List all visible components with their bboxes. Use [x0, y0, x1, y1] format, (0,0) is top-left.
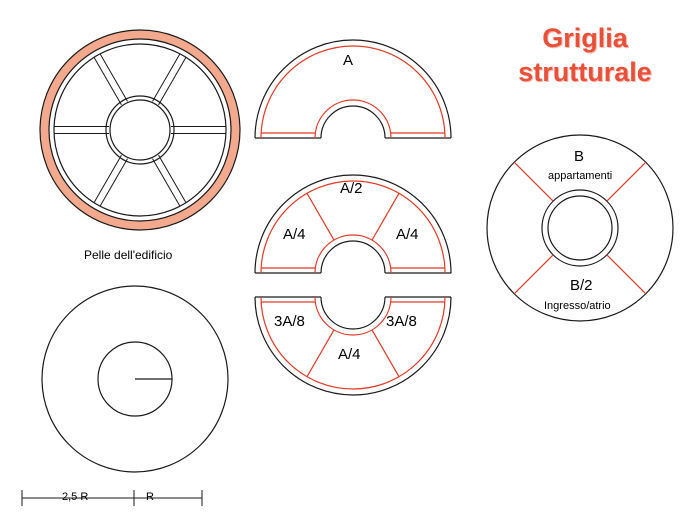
divider-upper-right — [607, 162, 646, 201]
title-line-1: Griglia — [542, 23, 628, 53]
divider-right — [372, 193, 399, 240]
figure-segment-a — [248, 20, 458, 145]
figure-radius-plan — [30, 282, 250, 482]
divider-lower-right — [607, 255, 646, 294]
label-three-a-eighths-right: 3A/8 — [386, 313, 417, 330]
label-a-half: A/2 — [340, 180, 363, 197]
figure-segment-halves — [248, 155, 458, 280]
title-line-2: strutturale — [518, 56, 652, 87]
label-a-quarter-right: A/4 — [396, 226, 419, 243]
divider-left — [307, 193, 334, 240]
label-b-half: B/2 — [570, 277, 593, 294]
label-three-a-eighths-left: 3A/8 — [274, 313, 305, 330]
divider-lower-left — [514, 255, 553, 294]
caption-building-skin: Pelle dell'edificio — [84, 248, 173, 262]
label-entrance: Ingresso/atrio — [544, 300, 611, 312]
dimension-label-left: 2,5 R — [62, 491, 89, 503]
label-segment-a: A — [343, 52, 354, 69]
divider-right — [372, 330, 399, 377]
label-b: B — [574, 148, 585, 165]
dimension-line — [12, 484, 212, 514]
label-a-quarter-left: A/4 — [283, 226, 306, 243]
core-circle-outer — [106, 96, 174, 164]
label-a-quarter-bottom: A/4 — [338, 346, 361, 363]
circle-b-core-inner — [548, 196, 612, 260]
divider-left — [307, 330, 334, 377]
segment-a-inner-arc — [321, 106, 385, 138]
page-title — [490, 22, 680, 90]
label-apartments: appartamenti — [548, 170, 613, 182]
figure-plan-with-skin — [30, 20, 250, 250]
figure-segment-eighths — [248, 275, 458, 410]
dimension-label-right: R — [146, 491, 154, 503]
circle-b-core-outer — [542, 190, 618, 266]
